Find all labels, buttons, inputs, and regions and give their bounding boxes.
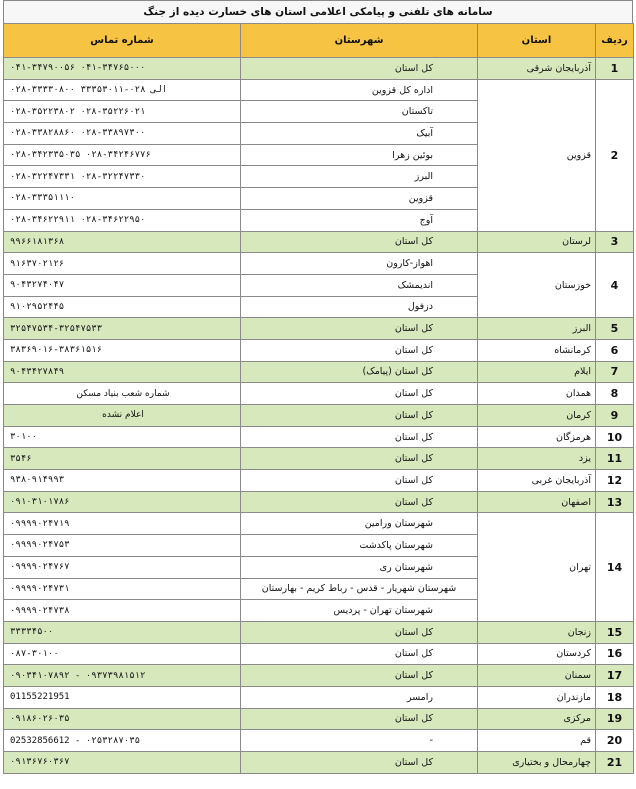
row-number: 6 [596, 339, 634, 361]
county-cell: آوج [241, 209, 478, 231]
county-cell: کل استان [241, 448, 478, 470]
table-row [4, 58, 634, 80]
table-row [4, 405, 634, 427]
county-cell: شهرستان ورامین [241, 513, 478, 535]
row-number: 17 [596, 665, 634, 687]
table-row [4, 643, 634, 665]
county-cell: بوئین زهرا [241, 144, 478, 166]
county-cell: کل استان [241, 621, 478, 643]
province-cell: تهران [478, 513, 596, 621]
table-row [4, 621, 634, 643]
phone-cell: ۰۲۸-۳۲۲۴۷۳۳۱ ۰۲۸-۳۲۲۴۷۳۳۰ [4, 166, 241, 188]
county-cell: کل استان [241, 491, 478, 513]
county-cell: رامسر [241, 686, 478, 708]
county-cell: کل استان [241, 708, 478, 730]
table-row [4, 665, 634, 687]
phone-cell: ۹۹۶۶۱۸۱۳۶۸ [4, 231, 241, 253]
row-number: 5 [596, 318, 634, 340]
phone-cell: ۰۲۸-۳۴۶۲۲۹۱۱ ۰۲۸-۳۴۶۲۲۹۵۰ [4, 209, 241, 231]
phone-cell: اعلام نشده [4, 405, 241, 427]
county-cell: شهرستان ری [241, 556, 478, 578]
phone-cell: ۰۲۸-۳۳۸۲۸۸۶۰ ۰۲۸-۳۳۸۹۷۳۰۰ [4, 123, 241, 145]
table-row [4, 361, 634, 383]
province-cell: قم [478, 730, 596, 752]
county-cell: کل استان [241, 339, 478, 361]
province-cell: قزوین [478, 79, 596, 231]
county-cell: کل استان [241, 231, 478, 253]
province-cell: مرکزی [478, 708, 596, 730]
table-row [4, 383, 634, 405]
row-number: 11 [596, 448, 634, 470]
phone-cell: ۰۲۸-۳۳۳۵۱۱۱۰ [4, 188, 241, 210]
row-number: 19 [596, 708, 634, 730]
county-cell: اندیمشک [241, 274, 478, 296]
phone-cell: ۰۹۰۳۴۱۰۷۸۹۲ - ۰۹۳۷۳۹۸۱۵۱۲ [4, 665, 241, 687]
province-cell: ایلام [478, 361, 596, 383]
contact-table [3, 23, 634, 774]
header-row [4, 24, 634, 58]
county-cell: دزفول [241, 296, 478, 318]
row-number: 16 [596, 643, 634, 665]
table-row [4, 513, 634, 535]
row-number: 21 [596, 752, 634, 774]
county-cell: شهرستان تهران - پردیس [241, 600, 478, 622]
province-cell: مازندران [478, 686, 596, 708]
phone-cell: ۰۹۹۹۹۰۲۴۷۱۹ [4, 513, 241, 535]
province-cell: یزد [478, 448, 596, 470]
phone-cell: ۳۲۵۴۷۵۳۴-۳۲۵۴۷۵۳۳ [4, 318, 241, 340]
table-row [4, 491, 634, 513]
table-row [4, 79, 634, 101]
county-cell: اداره کل قزوین [241, 79, 478, 101]
county-cell: کل استان [241, 752, 478, 774]
table-row [4, 426, 634, 448]
table-row [4, 231, 634, 253]
table-row [4, 752, 634, 774]
province-cell: خوزستان [478, 253, 596, 318]
county-cell: کل استان (پیامک) [241, 361, 478, 383]
phone-cell: ۹۳۸۰۹۱۴۹۹۳ [4, 470, 241, 492]
header-shahrestan: شهرستان [241, 24, 478, 58]
county-cell: کل استان [241, 318, 478, 340]
table-row [4, 339, 634, 361]
province-cell: البرز [478, 318, 596, 340]
row-number: 10 [596, 426, 634, 448]
county-cell: کل استان [241, 58, 478, 80]
phone-cell: ۰۹۹۹۹۰۲۴۷۳۱ [4, 578, 241, 600]
county-cell: اهواز-کارون [241, 253, 478, 275]
row-number: 7 [596, 361, 634, 383]
page-title: سامانه های تلفنی و پیامکی اعلامی استان های خسارت دیده از جنگ [3, 0, 633, 23]
row-number: 14 [596, 513, 634, 621]
row-number: 4 [596, 253, 634, 318]
county-cell: کل استان [241, 665, 478, 687]
phone-cell: ۰۹۱۰۳۱۰۱۷۸۶ [4, 491, 241, 513]
row-number: 12 [596, 470, 634, 492]
phone-cell: ۳۵۴۶ [4, 448, 241, 470]
table-row [4, 448, 634, 470]
phone-cell: ۳۸۳۶۹۰۱۶-۳۸۳۶۱۵۱۶ [4, 339, 241, 361]
province-cell: آذربایجان شرقی [478, 58, 596, 80]
table-row [4, 253, 634, 275]
row-number: 3 [596, 231, 634, 253]
province-cell: لرستان [478, 231, 596, 253]
province-cell: آذربایجان غربی [478, 470, 596, 492]
county-cell: قزوین [241, 188, 478, 210]
phone-cell: ۳۰۱۰۰ [4, 426, 241, 448]
county-cell: تاکستان [241, 101, 478, 123]
province-cell: کردستان [478, 643, 596, 665]
document [3, 0, 633, 774]
county-cell: کل استان [241, 405, 478, 427]
province-cell: کرمانشاه [478, 339, 596, 361]
phone-cell: ۹۱۰۲۹۵۲۴۴۵ [4, 296, 241, 318]
row-number: 18 [596, 686, 634, 708]
header-radif: ردیف [596, 24, 634, 58]
phone-cell: ۰۹۹۹۹۰۲۴۷۳۸ [4, 600, 241, 622]
phone-cell: شماره شعب بنیاد مسکن [4, 383, 241, 405]
county-cell: کل استان [241, 383, 478, 405]
province-cell: هرمزگان [478, 426, 596, 448]
county-cell: - [241, 730, 478, 752]
county-cell: شهرستان شهریار - قدس - رباط کریم - بهارستان [241, 578, 478, 600]
row-number: 8 [596, 383, 634, 405]
phone-cell: ۳۳۳۳۴۵۰۰ [4, 621, 241, 643]
phone-cell: 01155221951 [4, 686, 241, 708]
county-cell: کل استان [241, 470, 478, 492]
phone-cell: ۰۲۸-۳۵۲۲۳۸۰۲ ۰۲۸-۳۵۲۲۶۰۲۱ [4, 101, 241, 123]
phone-cell: 02532856612 - ۰۲۵۳۲۸۷۰۳۵ [4, 730, 241, 752]
table-row [4, 470, 634, 492]
phone-cell: ۰۹۱۸۶۰۲۶۰۳۵ [4, 708, 241, 730]
phone-cell: ۰۸۷-۳۰۱۰۰ [4, 643, 241, 665]
table-row [4, 686, 634, 708]
county-cell: کل استان [241, 426, 478, 448]
row-number: 20 [596, 730, 634, 752]
province-cell: سمنان [478, 665, 596, 687]
phone-cell: ۰۹۱۳۶۷۶۰۳۶۷ [4, 752, 241, 774]
phone-cell: ۰۹۹۹۹۰۲۴۷۵۳ [4, 535, 241, 557]
row-number: 9 [596, 405, 634, 427]
phone-cell: ۹۰۴۳۴۲۷۸۴۹ [4, 361, 241, 383]
row-number: 2 [596, 79, 634, 231]
table-row [4, 318, 634, 340]
phone-cell: ۹۰۴۳۲۷۴۰۴۷ [4, 274, 241, 296]
county-cell: شهرستان پاکدشت [241, 535, 478, 557]
phone-cell: ۰۲۸-۳۴۲۳۳۵۰۳۵ ۰۲۸-۳۴۲۴۶۷۷۶ [4, 144, 241, 166]
county-cell: البرز [241, 166, 478, 188]
row-number: 1 [596, 58, 634, 80]
phone-cell: ۰۹۹۹۹۰۲۴۷۶۷ [4, 556, 241, 578]
phone-cell: ۰۲۸-۳۳۳۳۰۸۰۰ الی ۰۲۸-۳۳۳۵۳۰۱۱ [4, 79, 241, 101]
phone-cell: ۰۴۱-۳۴۷۹۰۰۵۶ ۰۴۱-۳۴۷۶۵۰۰۰ [4, 58, 241, 80]
province-cell: کرمان [478, 405, 596, 427]
row-number: 13 [596, 491, 634, 513]
county-cell: کل استان [241, 643, 478, 665]
header-phone: شماره تماس [4, 24, 241, 58]
county-cell: آبیک [241, 123, 478, 145]
table-row [4, 730, 634, 752]
province-cell: زنجان [478, 621, 596, 643]
phone-cell: ۹۱۶۳۷۰۲۱۲۶ [4, 253, 241, 275]
row-number: 15 [596, 621, 634, 643]
table-row [4, 708, 634, 730]
province-cell: اصفهان [478, 491, 596, 513]
province-cell: چهارمحال و بختیاری [478, 752, 596, 774]
header-ostan: استان [478, 24, 596, 58]
province-cell: همدان [478, 383, 596, 405]
